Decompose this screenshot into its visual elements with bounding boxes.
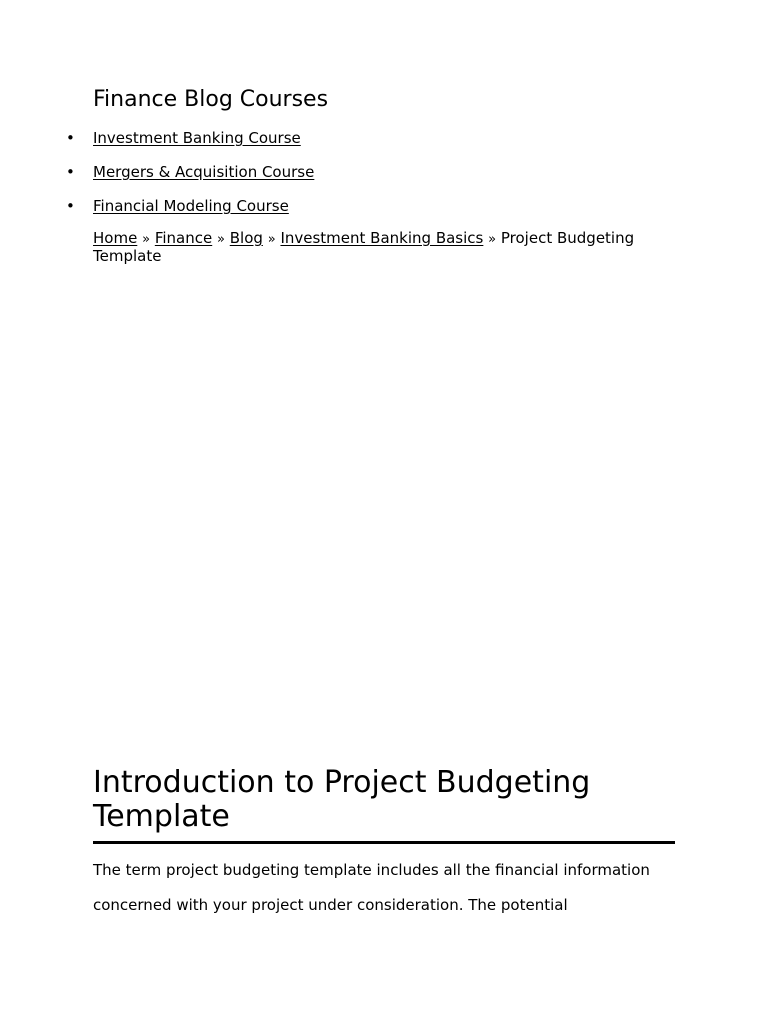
breadcrumb-separator: » — [267, 232, 276, 247]
breadcrumb — [93, 230, 675, 265]
mergers-acquisition-course-link[interactable]: Mergers & Acquisition Course — [93, 163, 315, 181]
bullet-icon: • — [66, 129, 75, 147]
financial-modeling-course-link[interactable]: Financial Modeling Course — [93, 197, 289, 215]
bullet-icon: • — [66, 163, 75, 181]
list-item — [66, 128, 301, 148]
breadcrumb-home-link[interactable]: Home — [93, 229, 138, 247]
breadcrumb-finance-link[interactable]: Finance — [154, 229, 213, 247]
intro-paragraph: The term project budgeting template includes all the financial information concerned with your project under consideration. The potential — [93, 861, 650, 914]
investment-banking-course-link[interactable]: Investment Banking Course — [93, 129, 301, 147]
breadcrumb-current-page: Project Budgeting Template — [93, 229, 635, 265]
breadcrumb-separator: » — [217, 232, 225, 247]
breadcrumb-blog-link[interactable]: Blog — [229, 229, 263, 247]
breadcrumb-separator: » — [488, 232, 497, 247]
article-title: Introduction to Project Budgeting Template — [93, 765, 591, 834]
bullet-icon: • — [66, 197, 75, 215]
breadcrumb-separator: » — [142, 232, 151, 247]
title-divider — [93, 841, 675, 844]
courses-heading: Finance Blog Courses — [93, 87, 329, 112]
breadcrumb-investment-banking-basics-link[interactable]: Investment Banking Basics — [280, 229, 484, 247]
list-item — [66, 196, 289, 216]
list-item — [66, 162, 315, 182]
